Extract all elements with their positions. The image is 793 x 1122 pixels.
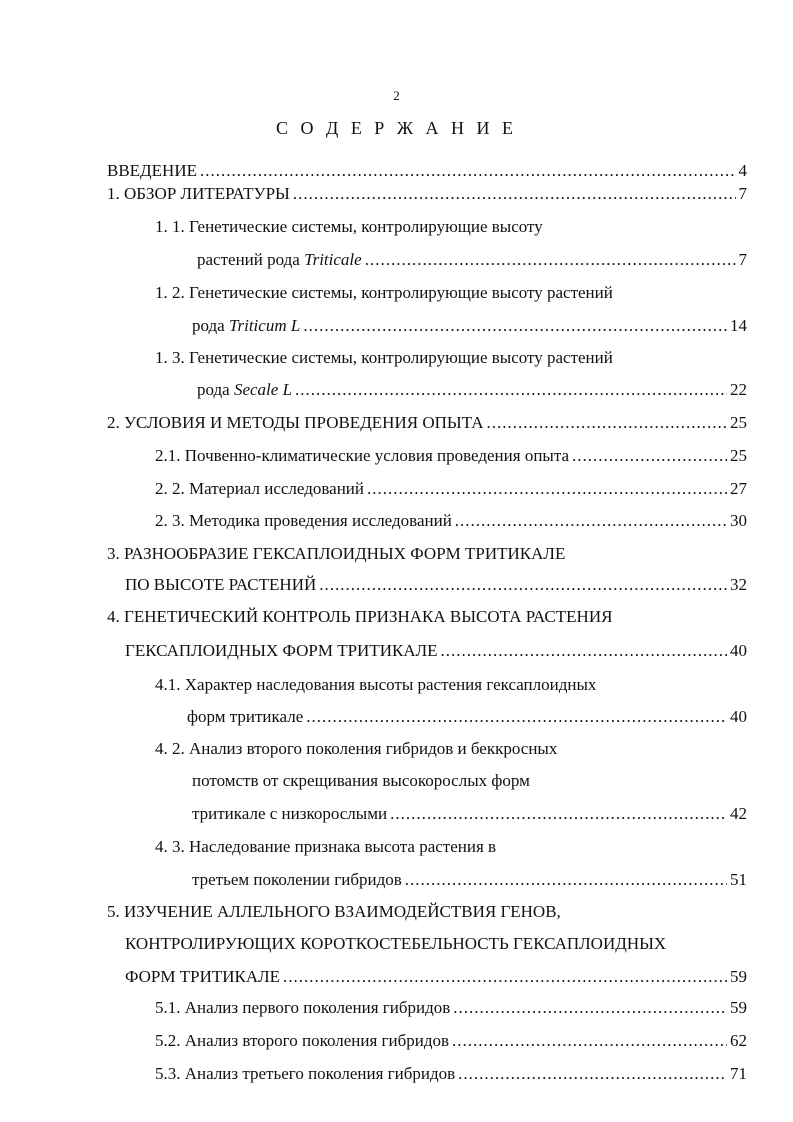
- page-ref: 32: [730, 575, 747, 594]
- dot-leader: [455, 510, 727, 532]
- page-ref: 30: [730, 511, 747, 530]
- dot-leader: [200, 160, 736, 182]
- toc-entry-intro: ВВЕДЕНИЕ ..... 4: [107, 160, 747, 182]
- toc-entry-1-2: рода Triticum L ..... 14: [192, 315, 747, 337]
- page-ref: 25: [730, 413, 747, 432]
- toc-entry-1-3-line1: 1. 3. Генетические системы, контролирующие высоту растений: [155, 348, 613, 367]
- page-ref: 7: [738, 184, 747, 203]
- toc-entry-2-1: 2.1. Почвенно-климатические условия проведения опыта ..... 25: [155, 445, 747, 467]
- dot-leader: [452, 1030, 727, 1052]
- page-ref: 40: [730, 707, 747, 726]
- page-ref: 7: [738, 250, 747, 269]
- dot-leader: [306, 706, 727, 728]
- toc-entry-4-1: форм тритикале ..... 40: [187, 706, 747, 728]
- dot-leader: [295, 379, 727, 401]
- page-ref: 71: [730, 1064, 747, 1083]
- dot-leader: [303, 315, 727, 337]
- dot-leader: [441, 640, 727, 662]
- toc-entry-2-3: 2. 3. Методика проведения исследований ..... 30: [155, 510, 747, 532]
- toc-entry-5-3: 5.3. Анализ третьего поколения гибридов ..... 71: [155, 1063, 747, 1085]
- page-ref: 22: [730, 380, 747, 399]
- dot-leader: [453, 997, 727, 1019]
- toc-entry-1-2-line1: 1. 2. Генетические системы, контролирующие высоту растений: [155, 283, 613, 302]
- page-ref: 62: [730, 1031, 747, 1050]
- toc-entry-4-3: третьем поколении гибридов ..... 51: [192, 869, 747, 891]
- page-number: 2: [393, 88, 400, 103]
- dot-leader: [458, 1063, 727, 1085]
- toc-entry-section-5: ФОРМ ТРИТИКАЛЕ ..... 59: [125, 966, 747, 988]
- dot-leader: [367, 478, 727, 500]
- page-ref: 4: [738, 161, 747, 180]
- toc-title: С О Д Е Р Ж А Н И Е: [276, 118, 517, 138]
- toc-entry-1-1-line1: 1. 1. Генетические системы, контролирующие высоту: [155, 217, 543, 236]
- dot-leader: [283, 966, 727, 988]
- dot-leader: [293, 183, 736, 205]
- dot-leader: [405, 869, 727, 891]
- toc-entry-section-5-line2: КОНТРОЛИРУЮЩИХ КОРОТКОСТЕБЕЛЬНОСТЬ ГЕКСАПЛОИДНЫХ: [125, 934, 667, 953]
- dot-leader: [319, 574, 727, 596]
- toc-entry-section-3: ПО ВЫСОТЕ РАСТЕНИЙ ..... 32: [125, 574, 747, 596]
- toc-entry-section-4: ГЕКСАПЛОИДНЫХ ФОРМ ТРИТИКАЛЕ ..... 40: [125, 640, 747, 662]
- toc-entry-1-3: рода Secale L ..... 22: [197, 379, 747, 401]
- toc-entry-4-3-line1: 4. 3. Наследование признака высота растения в: [155, 837, 497, 856]
- dot-leader: [572, 445, 727, 467]
- toc-entry-section-2: 2. УСЛОВИЯ И МЕТОДЫ ПРОВЕДЕНИЯ ОПЫТА ..... 25: [107, 412, 747, 434]
- page-ref: 59: [730, 967, 747, 986]
- page-ref: 51: [730, 870, 747, 889]
- toc-entry-section-4-line1: 4. ГЕНЕТИЧЕСКИЙ КОНТРОЛЬ ПРИЗНАКА ВЫСОТА РАСТЕНИЯ: [107, 607, 613, 626]
- page-ref: 40: [730, 641, 747, 660]
- dot-leader: [390, 803, 727, 825]
- page-ref: 25: [730, 446, 747, 465]
- toc-entry-2-2: 2. 2. Материал исследований ..... 27: [155, 478, 747, 500]
- toc-entry-1-1: растений рода Triticale ..... 7: [197, 249, 747, 271]
- page-ref: 14: [730, 316, 747, 335]
- toc-entry-4-1-line1: 4.1. Характер наследования высоты растения гексаплоидных: [155, 675, 597, 694]
- toc-entry-section-1: 1. ОБЗОР ЛИТЕРАТУРЫ ..... 7: [107, 183, 747, 205]
- toc-entry-5-2: 5.2. Анализ второго поколения гибридов ..... 62: [155, 1030, 747, 1052]
- page-ref: 59: [730, 998, 747, 1017]
- toc-entry-4-2: тритикале с низкорослыми ..... 42: [192, 803, 747, 825]
- toc-entry-4-2-line1: 4. 2. Анализ второго поколения гибридов и беккросных: [155, 739, 558, 758]
- toc-entry-5-1: 5.1. Анализ первого поколения гибридов ..... 59: [155, 997, 747, 1019]
- dot-leader: [365, 249, 736, 271]
- toc-entry-section-3-line1: 3. РАЗНООБРАЗИЕ ГЕКСАПЛОИДНЫХ ФОРМ ТРИТИКАЛЕ: [107, 544, 566, 563]
- toc-entry-4-2-line2: потомств от скрещивания высокорослых форм: [192, 771, 530, 790]
- toc-entry-section-5-line1: 5. ИЗУЧЕНИЕ АЛЛЕЛЬНОГО ВЗАИМОДЕЙСТВИЯ ГЕНОВ,: [107, 902, 561, 921]
- dot-leader: [487, 412, 727, 434]
- page-ref: 27: [730, 479, 747, 498]
- page-ref: 42: [730, 804, 747, 823]
